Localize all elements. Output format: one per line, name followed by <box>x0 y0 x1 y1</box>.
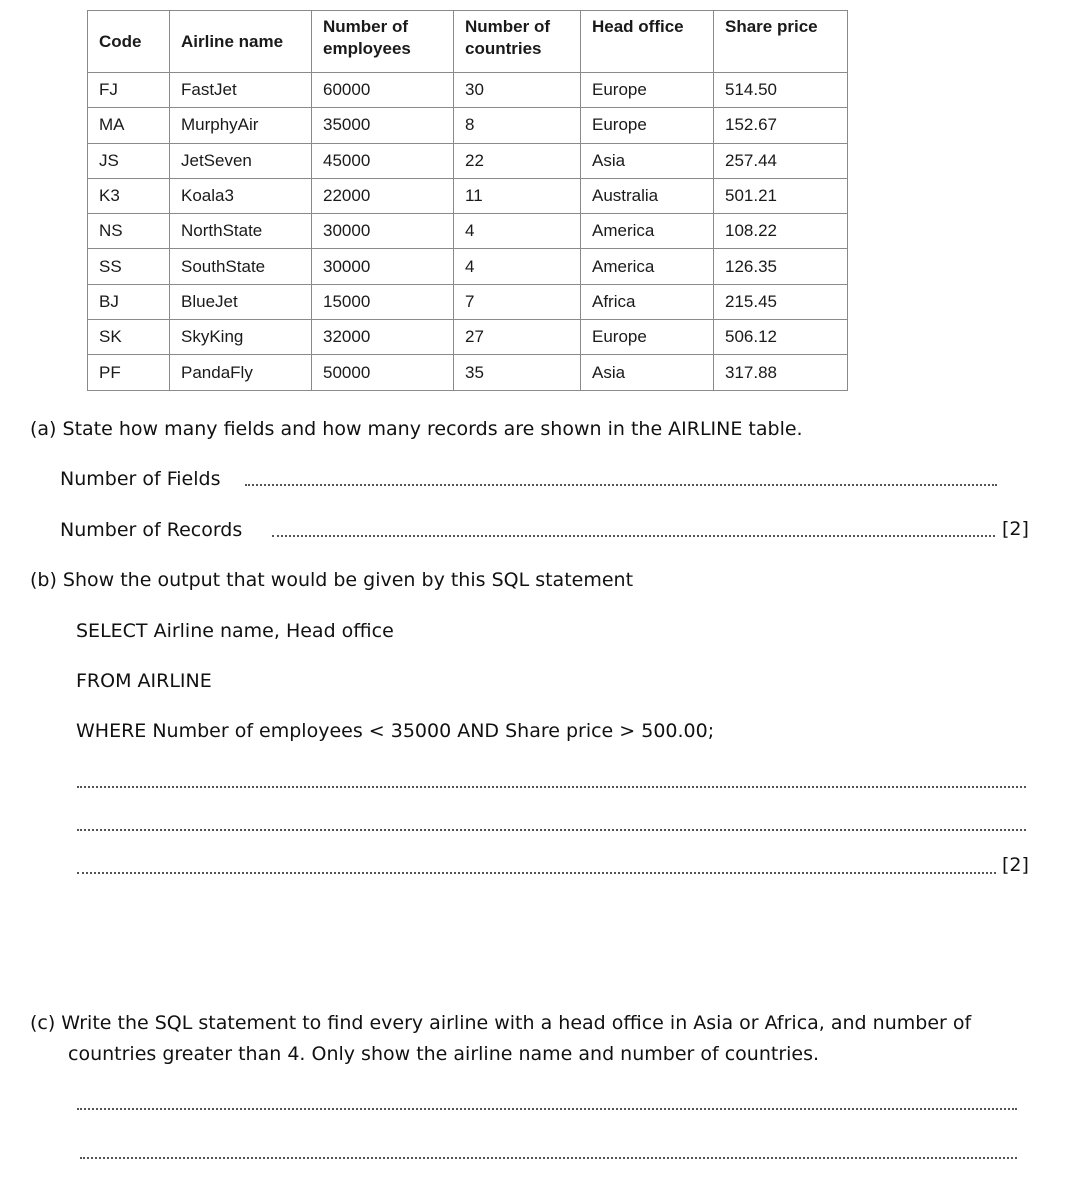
cell-countries: 22 <box>454 143 581 178</box>
cell-share-price: 152.67 <box>714 108 848 143</box>
cell-code: SK <box>88 320 170 355</box>
header-head-office: Head office <box>581 11 714 73</box>
answer-line-c2[interactable] <box>80 1157 1017 1159</box>
cell-employees: 45000 <box>312 143 454 178</box>
header-number-of-employees: Number of employees <box>312 11 454 73</box>
cell-code: NS <box>88 214 170 249</box>
cell-head-office: Africa <box>581 284 714 319</box>
cell-head-office: Europe <box>581 108 714 143</box>
cell-head-office: Europe <box>581 73 714 108</box>
cell-code: K3 <box>88 178 170 213</box>
cell-airline-name: MurphyAir <box>170 108 312 143</box>
cell-share-price: 215.45 <box>714 284 848 319</box>
cell-airline-name: PandaFly <box>170 355 312 390</box>
cell-head-office: America <box>581 214 714 249</box>
fields-answer-line[interactable] <box>245 484 997 486</box>
cell-head-office: America <box>581 249 714 284</box>
question-c-line-1: (c) Write the SQL statement to find every airline with a head office in Asia or Africa, and number of <box>30 1012 972 1034</box>
question-a-text: (a) State how many fields and how many records are shown in the AIRLINE table. <box>30 418 803 440</box>
cell-employees: 30000 <box>312 249 454 284</box>
cell-countries: 35 <box>454 355 581 390</box>
cell-employees: 50000 <box>312 355 454 390</box>
cell-head-office: Asia <box>581 355 714 390</box>
cell-share-price: 317.88 <box>714 355 848 390</box>
answer-line-b3[interactable] <box>77 872 996 874</box>
sql-select-line: SELECT Airline name, Head office <box>76 620 394 642</box>
cell-countries: 11 <box>454 178 581 213</box>
cell-countries: 30 <box>454 73 581 108</box>
table-row <box>88 214 848 249</box>
cell-countries: 7 <box>454 284 581 319</box>
cell-airline-name: NorthState <box>170 214 312 249</box>
cell-airline-name: SouthState <box>170 249 312 284</box>
airline-table <box>87 10 848 391</box>
records-answer-line[interactable] <box>272 535 995 537</box>
cell-airline-name: Koala3 <box>170 178 312 213</box>
cell-share-price: 514.50 <box>714 73 848 108</box>
cell-code: JS <box>88 143 170 178</box>
cell-code: MA <box>88 108 170 143</box>
cell-share-price: 108.22 <box>714 214 848 249</box>
table-row <box>88 355 848 390</box>
cell-employees: 32000 <box>312 320 454 355</box>
records-label: Number of Records <box>60 519 243 541</box>
cell-countries: 4 <box>454 214 581 249</box>
table-row <box>88 249 848 284</box>
cell-airline-name: JetSeven <box>170 143 312 178</box>
cell-head-office: Europe <box>581 320 714 355</box>
question-b-marks: [2] <box>1002 854 1029 876</box>
question-c-line-2: countries greater than 4. Only show the airline name and number of countries. <box>68 1043 820 1065</box>
cell-employees: 60000 <box>312 73 454 108</box>
fields-label: Number of Fields <box>60 468 221 490</box>
cell-head-office: Australia <box>581 178 714 213</box>
header-airline-name: Airline name <box>170 11 312 73</box>
table-header-row <box>88 11 848 73</box>
cell-code: BJ <box>88 284 170 319</box>
cell-countries: 8 <box>454 108 581 143</box>
sql-from-line: FROM AIRLINE <box>76 670 212 692</box>
cell-code: SS <box>88 249 170 284</box>
header-share-price: Share price <box>714 11 848 73</box>
cell-airline-name: FastJet <box>170 73 312 108</box>
sql-where-line: WHERE Number of employees < 35000 AND Share price > 500.00; <box>76 720 715 742</box>
answer-line-b2[interactable] <box>77 829 1026 831</box>
cell-employees: 22000 <box>312 178 454 213</box>
cell-employees: 30000 <box>312 214 454 249</box>
cell-code: PF <box>88 355 170 390</box>
cell-airline-name: BlueJet <box>170 284 312 319</box>
cell-share-price: 126.35 <box>714 249 848 284</box>
cell-employees: 35000 <box>312 108 454 143</box>
table-row <box>88 143 848 178</box>
table-row <box>88 178 848 213</box>
cell-countries: 27 <box>454 320 581 355</box>
answer-line-b1[interactable] <box>77 786 1026 788</box>
question-a-marks: [2] <box>1002 518 1029 540</box>
cell-head-office: Asia <box>581 143 714 178</box>
cell-airline-name: SkyKing <box>170 320 312 355</box>
cell-employees: 15000 <box>312 284 454 319</box>
table-row <box>88 284 848 319</box>
header-code: Code <box>88 11 170 73</box>
header-number-of-countries: Number of countries <box>454 11 581 73</box>
cell-code: FJ <box>88 73 170 108</box>
cell-countries: 4 <box>454 249 581 284</box>
answer-line-c1[interactable] <box>77 1108 1017 1110</box>
question-b-text: (b) Show the output that would be given by this SQL statement <box>30 569 634 591</box>
cell-share-price: 506.12 <box>714 320 848 355</box>
cell-share-price: 501.21 <box>714 178 848 213</box>
table-row <box>88 320 848 355</box>
table-row <box>88 73 848 108</box>
table-row <box>88 108 848 143</box>
cell-share-price: 257.44 <box>714 143 848 178</box>
